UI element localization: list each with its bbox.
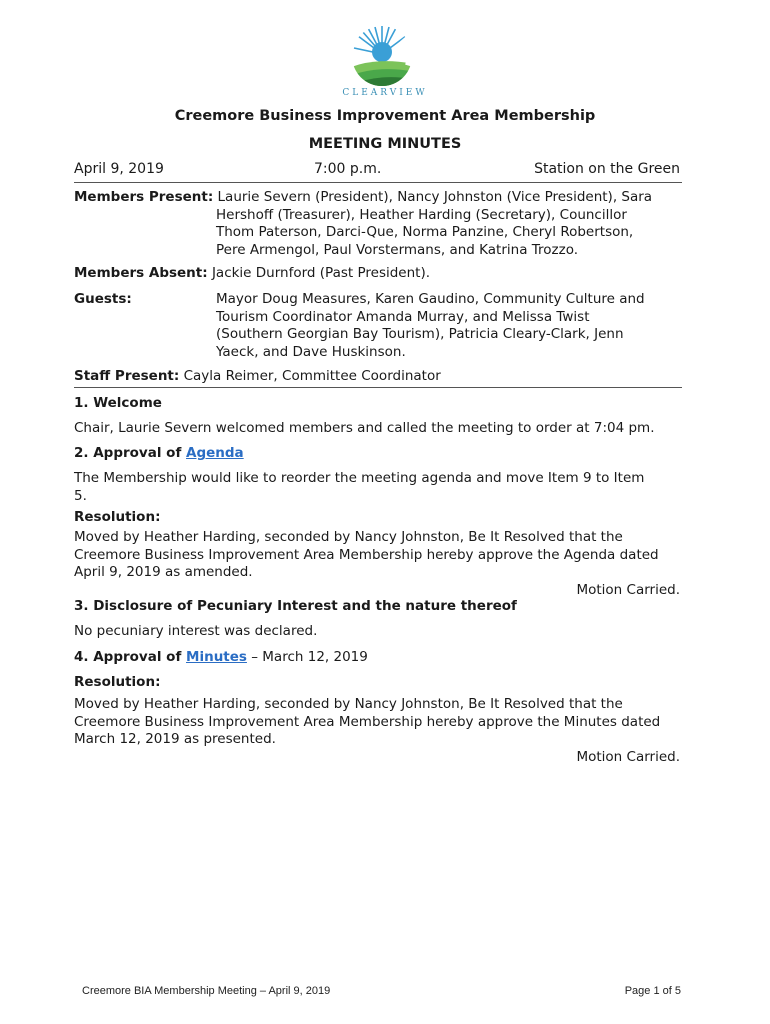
- meeting-time: 7:00 p.m.: [314, 161, 382, 177]
- section-4-heading-suffix: – March 12, 2019: [246, 649, 368, 665]
- section-4-heading: [74, 649, 680, 667]
- agenda-link[interactable]: Agenda: [186, 445, 244, 461]
- guests-label: Guests:: [74, 291, 132, 307]
- section-1-heading: 1. Welcome: [74, 395, 162, 411]
- section-2-text-line1: The Membership would like to reorder the meeting agenda and move Item 9 to Item: [74, 470, 645, 486]
- section-2-text: [74, 470, 680, 505]
- footer-page-number: Page 1 of 5: [624, 985, 681, 997]
- meeting-date: April 9, 2019: [74, 161, 164, 177]
- section-2-motion: Motion Carried.: [576, 582, 680, 598]
- section-2-resolution-line1: Moved by Heather Harding, seconded by Nancy Johnston, Be It Resolved that the: [74, 529, 623, 545]
- members-present-line2: Hershoff (Treasurer), Heather Harding (Secretary), Councillor: [216, 206, 627, 223]
- section-3-heading: 3. Disclosure of Pecuniary Interest and the nature thereof: [74, 598, 517, 614]
- guests-line4: Yaeck, and Dave Huskinson.: [216, 343, 406, 360]
- members-absent-row: [74, 265, 680, 283]
- staff-present-label: Staff Present:: [74, 368, 180, 384]
- members-present-line1: Laurie Severn (President), Nancy Johnston (Vice President), Sara: [217, 189, 653, 205]
- section-2-resolution: [74, 529, 680, 582]
- section-4-resolution-line1: Moved by Heather Harding, seconded by Nancy Johnston, Be It Resolved that the: [74, 696, 623, 712]
- section-1-text: Chair, Laurie Severn welcomed members and called the meeting to order at 7:04 pm.: [74, 420, 655, 436]
- section-2-resolution-line3: April 9, 2019 as amended.: [74, 564, 253, 580]
- section-4-resolution: [74, 696, 680, 749]
- section-2-text-line2: 5.: [74, 487, 87, 504]
- minutes-link[interactable]: Minutes: [186, 649, 247, 665]
- guests-list: [216, 291, 684, 361]
- guests-line3: (Southern Georgian Bay Tourism), Patricia Cleary-Clark, Jenn: [216, 326, 624, 342]
- section-4-resolution-line3: March 12, 2019 as presented.: [74, 731, 276, 747]
- section-2-resolution-label: Resolution:: [74, 509, 161, 525]
- members-present-row: [74, 189, 680, 207]
- staff-present-row: [74, 368, 680, 386]
- section-2-resolution-line2: Creemore Business Improvement Area Membership hereby approve the Agenda dated: [74, 546, 659, 563]
- document-subtitle: MEETING MINUTES: [308, 136, 462, 152]
- logo-text: CLEARVIEW: [342, 88, 428, 98]
- footer-left: Creemore BIA Membership Meeting – April 9, 2019: [82, 985, 331, 997]
- members-absent-label: Members Absent:: [74, 265, 208, 281]
- staff-present-value: Cayla Reimer, Committee Coordinator: [183, 368, 441, 384]
- section-4-heading-prefix: 4. Approval of: [74, 649, 187, 665]
- guests-line1: Mayor Doug Measures, Karen Gaudino, Community Culture and: [216, 291, 645, 307]
- section-4-resolution-label: Resolution:: [74, 674, 161, 690]
- section-2-heading-prefix: 2. Approval of: [74, 445, 187, 461]
- members-present-line4: Pere Armengol, Paul Vorstermans, and Katrina Trozzo.: [216, 241, 579, 258]
- section-3-text: No pecuniary interest was declared.: [74, 623, 318, 639]
- meeting-location: Station on the Green: [534, 161, 680, 177]
- section-4-motion: Motion Carried.: [576, 749, 680, 765]
- document-title: Creemore Business Improvement Area Membership: [174, 108, 596, 124]
- members-present-continued: [216, 207, 684, 260]
- divider: [74, 182, 682, 183]
- section-4-resolution-line2: Creemore Business Improvement Area Membership hereby approve the Minutes dated: [74, 713, 661, 730]
- divider: [74, 387, 682, 388]
- members-absent-value: Jackie Durnford (Past President).: [211, 265, 431, 281]
- guests-line2: Tourism Coordinator Amanda Murray, and Melissa Twist: [216, 308, 590, 325]
- members-present-line3: Thom Paterson, Darci-Que, Norma Panzine, Cheryl Robertson,: [216, 224, 634, 240]
- members-present-label: Members Present:: [74, 189, 214, 205]
- section-2-heading: [74, 445, 680, 463]
